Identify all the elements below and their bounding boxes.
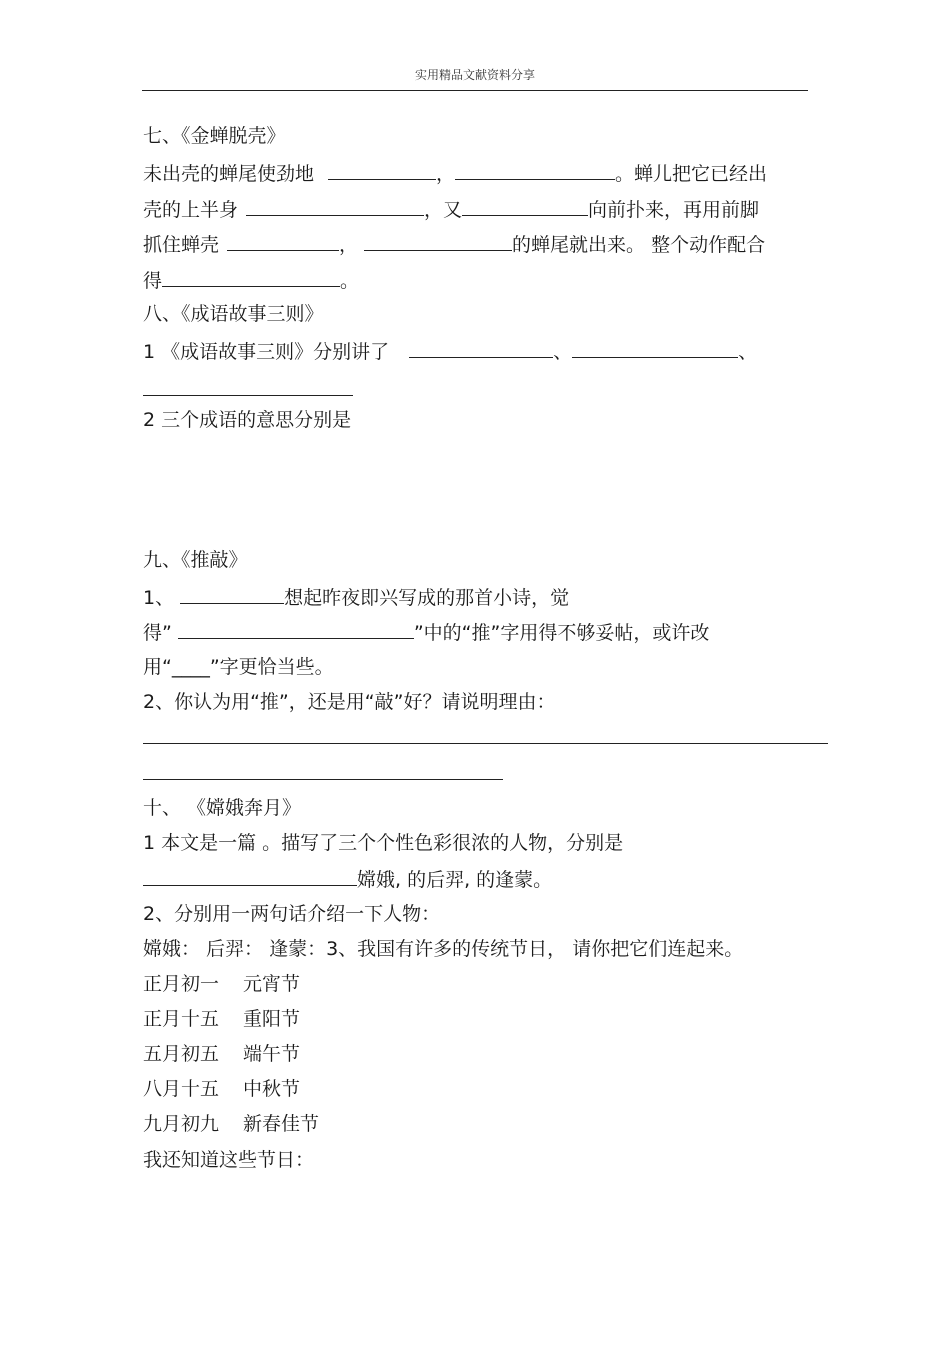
answer-blank[interactable]	[180, 584, 284, 604]
section-9-q1-line-1	[143, 584, 569, 610]
section-10-q1: 1 本文是一篇 。描写了三个个性色彩很浓的人物，分别是	[143, 832, 624, 854]
text: ，	[339, 234, 359, 256]
text: 向前扑来，再用前脚	[588, 199, 760, 221]
festival-date: 五月初五	[143, 1043, 220, 1065]
answer-blank[interactable]	[572, 338, 738, 358]
text: 嫦娥, 的后羿, 的逢蒙。	[357, 869, 553, 891]
section-9-q1-line-2	[143, 619, 709, 645]
festival-name: 重阳节	[243, 1008, 301, 1030]
section-10-more: 我还知道这些节日：	[143, 1149, 315, 1171]
text: 、	[738, 341, 758, 363]
answer-blank[interactable]	[227, 231, 339, 251]
text: 未出壳的蝉尾使劲地	[143, 163, 315, 185]
answer-blank[interactable]	[455, 160, 615, 180]
answer-blank[interactable]	[409, 338, 553, 358]
festival-name: 元宵节	[243, 973, 301, 995]
answer-blank[interactable]	[162, 267, 340, 287]
answer-blank[interactable]	[143, 866, 357, 886]
section-7-line-1	[143, 160, 767, 186]
text: 抓住蝉壳	[143, 234, 220, 256]
festival-date: 正月初一	[143, 973, 220, 995]
festival-row	[143, 1042, 300, 1066]
section-7-line-4	[143, 267, 359, 293]
text: 壳的上半身	[143, 199, 239, 221]
festival-date: 九月初九	[143, 1113, 220, 1135]
section-9-q2: 2、你认为用“推”，还是用“敲”好？请说明理由：	[143, 691, 556, 713]
answer-blank[interactable]	[462, 196, 588, 216]
header-rule	[142, 90, 808, 91]
festival-date: 正月十五	[143, 1008, 220, 1030]
section-10-q2: 2、分别用一两句话介绍一下人物：	[143, 903, 441, 925]
section-9-title: 九、《推敲》	[143, 549, 248, 571]
answer-blank[interactable]	[328, 160, 436, 180]
answer-blank[interactable]	[178, 619, 414, 639]
festival-row	[143, 1007, 300, 1031]
section-8-q1	[143, 338, 757, 364]
text: ，	[436, 163, 456, 185]
answer-line[interactable]	[143, 395, 353, 396]
text: 的蝉尾就出来。 整个动作配合	[512, 234, 766, 256]
page-header-title: 实用精品文献资料分享	[414, 68, 535, 82]
section-9-q1-line-3: 用“____”字更恰当些。	[143, 656, 334, 678]
section-7-line-2	[143, 196, 759, 222]
section-10-q1-line-2	[143, 866, 552, 892]
text: 得	[143, 270, 163, 292]
answer-blank[interactable]	[246, 196, 424, 216]
festival-name: 端午节	[243, 1043, 301, 1065]
text: 想起昨夜即兴写成的那首小诗，觉	[284, 587, 570, 609]
section-7-line-3	[143, 231, 765, 257]
text: ”中的“推”字用得不够妥帖，或许改	[413, 622, 710, 644]
text: 1、	[143, 587, 175, 609]
answer-line[interactable]	[143, 779, 503, 780]
text: 。	[340, 270, 360, 292]
festival-row	[143, 1112, 319, 1136]
festival-row	[143, 1077, 300, 1101]
section-10-q2-line-2: 嫦娥： 后羿： 逢蒙：3、我国有许多的传统节日， 请你把它们连起来。	[143, 938, 744, 960]
section-8-q2: 2 三个成语的意思分别是	[143, 409, 352, 431]
text: ，又	[424, 199, 463, 221]
festival-row	[143, 972, 300, 996]
section-7-title: 七、《金蝉脱壳》	[143, 125, 286, 147]
text: 得”	[143, 622, 172, 644]
answer-blank[interactable]	[364, 231, 512, 251]
text: 。蝉儿把它已经出	[615, 163, 768, 185]
text: 、	[553, 341, 573, 363]
section-10-title: 十、 《嫦娥奔月》	[143, 797, 302, 819]
answer-line[interactable]	[143, 743, 828, 744]
festival-name: 新春佳节	[243, 1113, 320, 1135]
festival-date: 八月十五	[143, 1078, 220, 1100]
text: 1 《成语故事三则》分别讲了	[143, 341, 390, 363]
festival-name: 中秋节	[243, 1078, 301, 1100]
section-8-title: 八、《成语故事三则》	[143, 303, 324, 325]
